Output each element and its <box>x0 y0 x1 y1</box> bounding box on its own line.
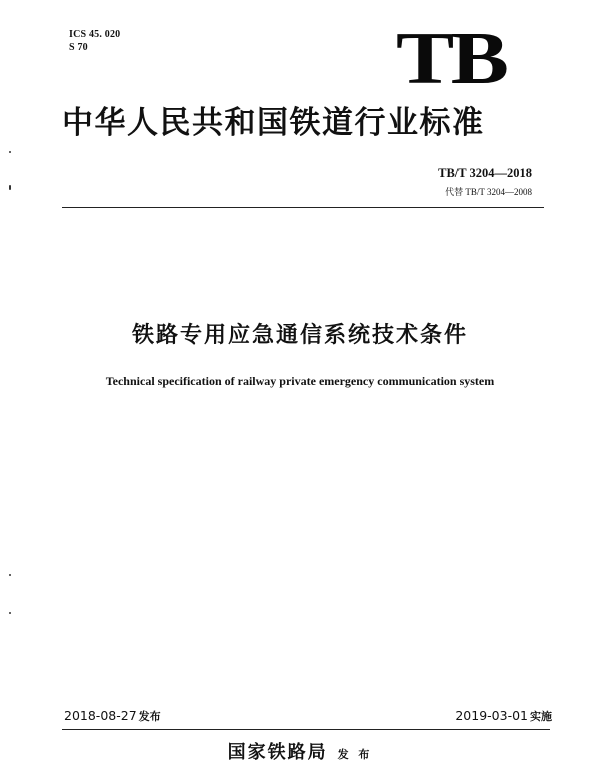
issue-date: 2018-08-27 <box>64 708 137 723</box>
scan-speck <box>9 574 11 576</box>
scan-speck <box>9 612 11 614</box>
publisher-action: 发 布 <box>337 748 373 761</box>
header-divider <box>62 207 544 208</box>
scan-speck <box>9 151 11 153</box>
ics-code: ICS 45. 020 <box>69 29 121 40</box>
document-title-chinese: 铁路专用应急通信系统技术条件 <box>131 323 468 348</box>
implementation-label: 实施 <box>530 710 552 723</box>
replaces-standard: 代替 TB/T 3204—2008 <box>445 187 532 197</box>
publisher-name: 国家铁路局 <box>227 742 328 763</box>
tb-logo: TB <box>396 18 506 100</box>
standard-number: TB/T 3204—2018 <box>438 166 532 180</box>
org-title: 中华人民共和国铁道行业标准 <box>62 105 485 141</box>
publisher-block <box>0 738 600 764</box>
issue-label: 发布 <box>138 710 161 723</box>
footer-divider <box>62 729 550 730</box>
class-code: S 70 <box>69 42 88 53</box>
implementation-date-block <box>455 708 552 724</box>
document-title-english: Technical specification of railway private emergency communication system <box>105 374 495 388</box>
classification-codes <box>69 28 120 54</box>
issue-date-block <box>64 708 161 724</box>
scan-speck <box>9 185 11 190</box>
implementation-date: 2019-03-01 <box>455 708 528 723</box>
